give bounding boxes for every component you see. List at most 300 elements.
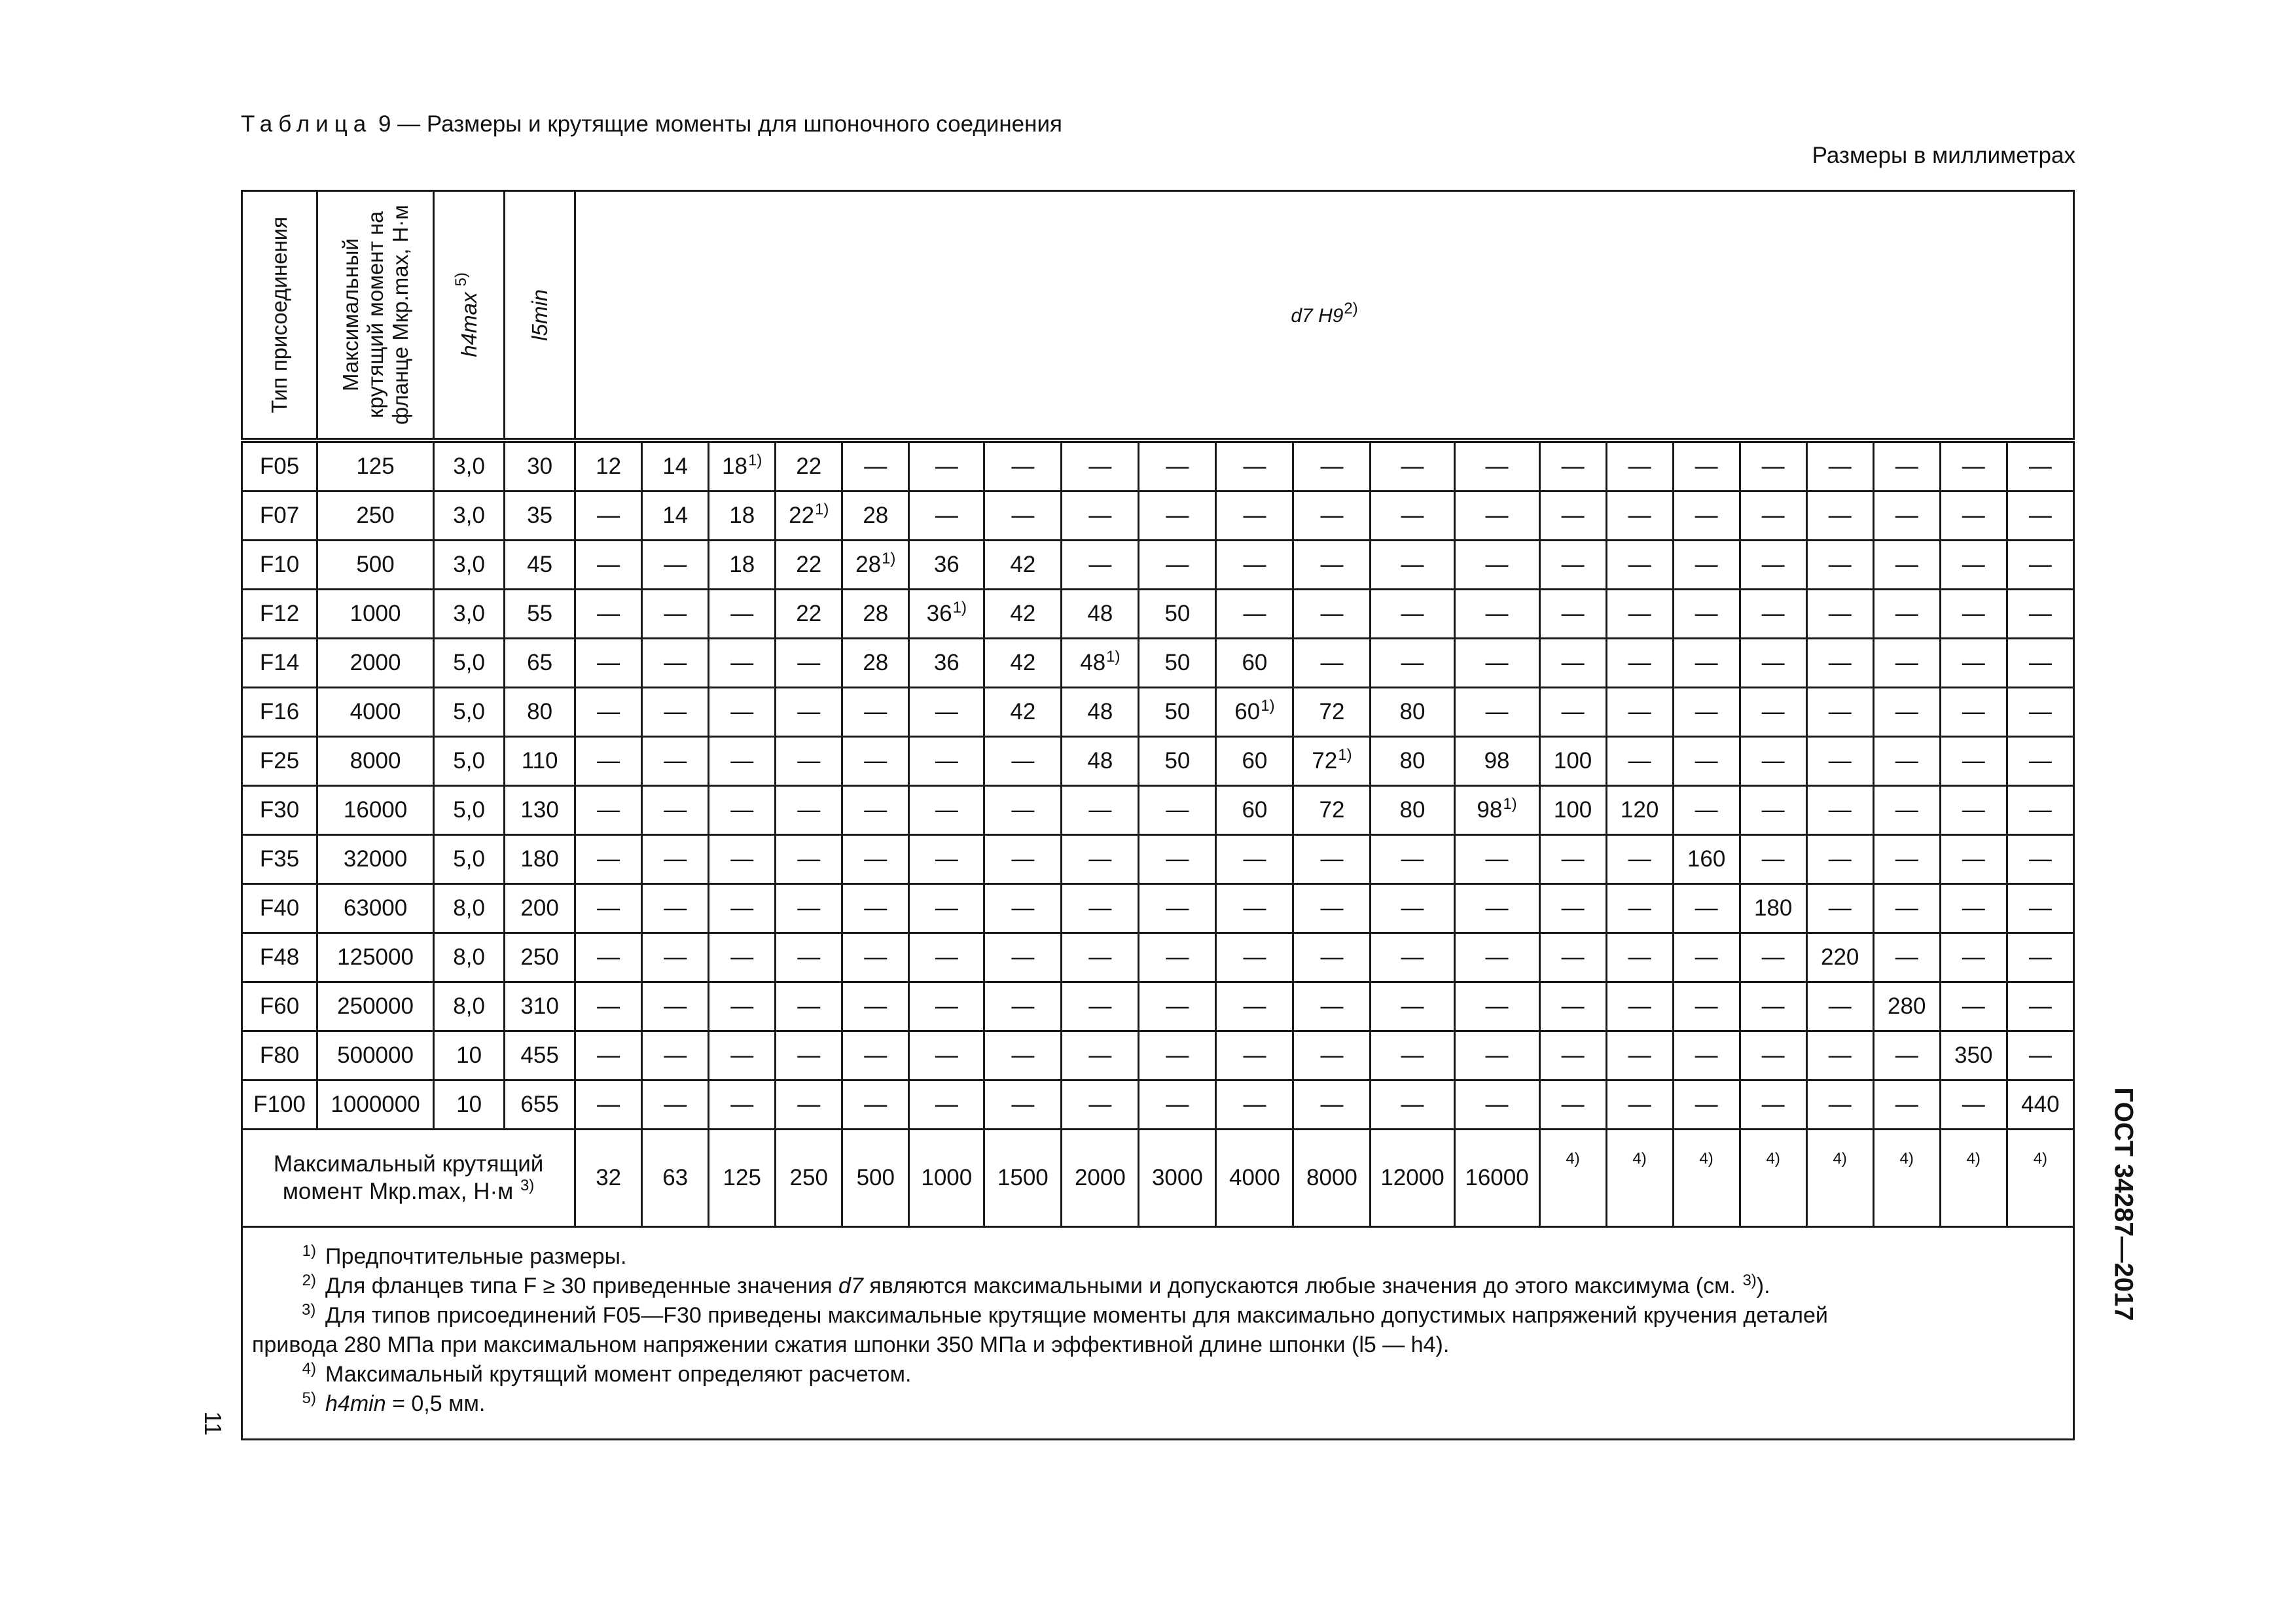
cell-d7-value: 42 bbox=[1010, 650, 1036, 675]
cell-d7-value: — bbox=[1695, 944, 1718, 970]
cell-d7-value: — bbox=[664, 993, 687, 1019]
cell-d7-value: — bbox=[864, 748, 888, 774]
cell-d7-value: — bbox=[1761, 552, 1785, 577]
cell-torque: 1000 bbox=[317, 590, 434, 639]
cell-d7 bbox=[642, 590, 709, 639]
cell-d7-value: — bbox=[597, 993, 620, 1019]
cell-d7-value: — bbox=[1243, 993, 1266, 1019]
cell-d7-value: 440 bbox=[2021, 1092, 2060, 1117]
cell-d7-value: — bbox=[1320, 944, 1344, 970]
cell-d7 bbox=[1216, 1080, 1293, 1130]
cell-d7 bbox=[1371, 590, 1454, 639]
cell-d7 bbox=[1293, 491, 1371, 541]
cell-d7-value: — bbox=[1695, 1092, 1718, 1117]
cell-d7 bbox=[575, 688, 642, 737]
table-row bbox=[242, 786, 2074, 835]
cell-d7 bbox=[1740, 884, 1806, 933]
cell-d7-value: — bbox=[1166, 552, 1189, 577]
cell-total-torque: 4) bbox=[2007, 1130, 2073, 1227]
cell-d7-value: — bbox=[1628, 944, 1651, 970]
cell-d7-value: 160 bbox=[1687, 846, 1726, 872]
cell-d7-value: — bbox=[1401, 1092, 1424, 1117]
cell-d7 bbox=[575, 982, 642, 1031]
cell-d7-value: 80 bbox=[1399, 699, 1426, 724]
cell-d7-value: — bbox=[1695, 650, 1718, 675]
cell-d7 bbox=[1673, 982, 1740, 1031]
cell-d7 bbox=[2007, 688, 2073, 737]
footnote-5: 5) h4min = 0,5 мм. bbox=[302, 1389, 486, 1416]
cell-d7-value: — bbox=[1088, 944, 1112, 970]
cell-d7 bbox=[909, 491, 984, 541]
cell-d7 bbox=[2007, 884, 2073, 933]
cell-d7 bbox=[1139, 737, 1216, 786]
cell-total-torque: 4) bbox=[1940, 1130, 2007, 1227]
cell-torque: 1000000 bbox=[317, 1080, 434, 1130]
cell-total-torque: 2000 bbox=[1062, 1130, 1139, 1227]
cell-d7 bbox=[1940, 491, 2007, 541]
cell-d7-value: — bbox=[1485, 1043, 1509, 1068]
cell-d7-value: — bbox=[1320, 895, 1344, 921]
cell-d7 bbox=[1606, 737, 1673, 786]
cell-d7 bbox=[1606, 884, 1673, 933]
cell-d7 bbox=[1740, 835, 1806, 884]
cell-d7 bbox=[575, 884, 642, 933]
cell-d7-value: 180 bbox=[1753, 895, 1793, 921]
cell-d7-value: — bbox=[864, 1043, 888, 1068]
cell-type: F07 bbox=[242, 491, 317, 541]
cell-d7-value: — bbox=[1320, 1043, 1344, 1068]
table-row bbox=[242, 590, 2074, 639]
cell-h4: 3,0 bbox=[434, 590, 505, 639]
table-row bbox=[242, 982, 2074, 1031]
cell-d7 bbox=[1673, 491, 1740, 541]
cell-total-torque: 4) bbox=[1606, 1130, 1673, 1227]
cell-d7 bbox=[842, 786, 909, 835]
cell-d7-value: — bbox=[1628, 699, 1651, 724]
cell-d7-value: — bbox=[1485, 650, 1509, 675]
cell-d7 bbox=[575, 1031, 642, 1080]
cell-d7-value: — bbox=[2028, 944, 2052, 970]
cell-d7 bbox=[984, 688, 1062, 737]
cell-d7-value: — bbox=[730, 748, 754, 774]
table-row bbox=[242, 737, 2074, 786]
cell-d7-value: — bbox=[1962, 944, 1985, 970]
cell-d7 bbox=[1216, 786, 1293, 835]
cell-d7 bbox=[1539, 786, 1606, 835]
cell-d7 bbox=[1454, 590, 1539, 639]
cell-d7 bbox=[1216, 982, 1293, 1031]
cell-d7 bbox=[1062, 491, 1139, 541]
header-l5 bbox=[505, 191, 575, 441]
cell-h4: 3,0 bbox=[434, 541, 505, 590]
cell-d7 bbox=[1873, 786, 1940, 835]
footnote-2: 2) Для фланцев типа F ≥ 30 приведенные значения d7 являются максимальными и допускаются любые значения до этого максимума (см. $^{3)}$). bbox=[302, 1271, 1770, 1298]
cell-d7 bbox=[1673, 933, 1740, 982]
cell-d7-value: 36 bbox=[933, 552, 960, 577]
preferred-size-mark: 1) bbox=[1261, 697, 1275, 715]
cell-d7 bbox=[1539, 933, 1606, 982]
cell-d7-value: — bbox=[2028, 895, 2052, 921]
cell-type: F14 bbox=[242, 639, 317, 688]
cell-d7 bbox=[1673, 639, 1740, 688]
cell-d7 bbox=[1454, 835, 1539, 884]
cell-d7-value: — bbox=[597, 944, 620, 970]
cell-total-torque: 8000 bbox=[1293, 1130, 1371, 1227]
cell-d7-value: — bbox=[1401, 993, 1424, 1019]
cell-d7-value: 98 bbox=[1484, 748, 1510, 774]
cell-d7-value: — bbox=[730, 1043, 754, 1068]
cell-l5: 65 bbox=[505, 639, 575, 688]
cell-type: F60 bbox=[242, 982, 317, 1031]
cell-d7 bbox=[1873, 440, 1940, 491]
cell-d7 bbox=[1740, 786, 1806, 835]
cell-d7-value: — bbox=[597, 503, 620, 528]
cell-d7 bbox=[1539, 440, 1606, 491]
cell-l5: 310 bbox=[505, 982, 575, 1031]
cell-d7-value: 28 bbox=[855, 552, 882, 577]
cell-d7-value: — bbox=[2028, 797, 2052, 823]
cell-d7 bbox=[709, 639, 776, 688]
cell-d7 bbox=[1293, 884, 1371, 933]
cell-d7-value: — bbox=[1320, 650, 1344, 675]
cell-d7 bbox=[1539, 884, 1606, 933]
cell-d7-value: — bbox=[1485, 503, 1509, 528]
cell-d7 bbox=[984, 1031, 1062, 1080]
cell-d7-value: — bbox=[2028, 454, 2052, 479]
cell-d7-value: — bbox=[1628, 748, 1651, 774]
cell-d7 bbox=[709, 737, 776, 786]
cell-d7 bbox=[984, 1080, 1062, 1130]
cell-type: F100 bbox=[242, 1080, 317, 1130]
cell-d7-value: — bbox=[1895, 748, 1918, 774]
cell-d7 bbox=[1539, 541, 1606, 590]
cell-d7 bbox=[2007, 933, 2073, 982]
cell-d7 bbox=[1806, 884, 1873, 933]
cell-d7-value: 14 bbox=[662, 503, 689, 528]
cell-torque: 32000 bbox=[317, 835, 434, 884]
cell-d7-value: — bbox=[1243, 552, 1266, 577]
cell-d7 bbox=[909, 835, 984, 884]
cell-d7 bbox=[575, 1080, 642, 1130]
cell-d7-value: — bbox=[797, 650, 821, 675]
cell-total-torque: 4) bbox=[1740, 1130, 1806, 1227]
cell-d7-value: — bbox=[730, 944, 754, 970]
total-row bbox=[242, 1130, 2074, 1227]
cell-d7-value: — bbox=[935, 503, 958, 528]
cell-d7 bbox=[1806, 541, 1873, 590]
cell-d7 bbox=[1062, 982, 1139, 1031]
cell-d7 bbox=[1606, 786, 1673, 835]
cell-l5: 35 bbox=[505, 491, 575, 541]
cell-d7 bbox=[709, 541, 776, 590]
cell-d7-value: 50 bbox=[1164, 650, 1191, 675]
cell-d7 bbox=[1673, 737, 1740, 786]
preferred-size-mark: 1) bbox=[748, 452, 762, 470]
cell-d7 bbox=[1940, 1031, 2007, 1080]
cell-d7 bbox=[909, 590, 984, 639]
cell-h4: 5,0 bbox=[434, 737, 505, 786]
cell-d7 bbox=[984, 491, 1062, 541]
cell-type: F80 bbox=[242, 1031, 317, 1080]
cell-d7-value: — bbox=[1166, 846, 1189, 872]
cell-d7 bbox=[1539, 1080, 1606, 1130]
cell-d7-value: 48 bbox=[1087, 748, 1113, 774]
cell-d7-value: — bbox=[1401, 503, 1424, 528]
cell-d7 bbox=[1454, 491, 1539, 541]
cell-d7 bbox=[1873, 884, 1940, 933]
cell-d7 bbox=[1139, 639, 1216, 688]
cell-d7-value: — bbox=[1628, 846, 1651, 872]
cell-d7-value: — bbox=[730, 1092, 754, 1117]
cell-d7-value: — bbox=[1828, 895, 1852, 921]
cell-torque: 125000 bbox=[317, 933, 434, 982]
cell-d7-value: — bbox=[2028, 748, 2052, 774]
cell-d7-value: — bbox=[1088, 1092, 1112, 1117]
cell-d7 bbox=[1740, 1080, 1806, 1130]
cell-d7 bbox=[1371, 491, 1454, 541]
cell-d7 bbox=[1806, 933, 1873, 982]
cell-d7-value: — bbox=[2028, 650, 2052, 675]
cell-d7-value: — bbox=[864, 895, 888, 921]
cell-d7 bbox=[1873, 639, 1940, 688]
cell-d7-value: — bbox=[1243, 1092, 1266, 1117]
cell-d7-value: 72 bbox=[1312, 748, 1338, 774]
cell-d7 bbox=[1673, 541, 1740, 590]
cell-d7 bbox=[1940, 982, 2007, 1031]
cell-d7-value: — bbox=[1761, 797, 1785, 823]
cell-d7-value: — bbox=[1088, 895, 1112, 921]
table-row bbox=[242, 491, 2074, 541]
cell-d7-value: — bbox=[1166, 1043, 1189, 1068]
cell-d7-value: 80 bbox=[1399, 748, 1426, 774]
cell-torque: 4000 bbox=[317, 688, 434, 737]
cell-total-torque: 4) bbox=[1873, 1130, 1940, 1227]
cell-h4: 8,0 bbox=[434, 884, 505, 933]
cell-d7-value: 98 bbox=[1477, 797, 1503, 823]
cell-d7-value: — bbox=[2028, 552, 2052, 577]
cell-d7-value: 36 bbox=[926, 601, 952, 626]
cell-d7-value: — bbox=[1561, 650, 1585, 675]
cell-d7-value: 50 bbox=[1164, 699, 1191, 724]
cell-d7-value: — bbox=[597, 1092, 620, 1117]
cell-d7-value: — bbox=[864, 993, 888, 1019]
cell-d7-value: — bbox=[1561, 1043, 1585, 1068]
cell-d7-value: — bbox=[730, 699, 754, 724]
cell-d7-value: — bbox=[797, 1043, 821, 1068]
cell-total-torque: 1500 bbox=[984, 1130, 1062, 1227]
cell-d7-value: — bbox=[1166, 895, 1189, 921]
cell-d7-value: — bbox=[730, 601, 754, 626]
cell-d7-value: — bbox=[1088, 797, 1112, 823]
cell-d7 bbox=[2007, 440, 2073, 491]
cell-d7-value: — bbox=[864, 944, 888, 970]
cell-d7-value: — bbox=[1561, 552, 1585, 577]
cell-d7 bbox=[1454, 1031, 1539, 1080]
header-torque bbox=[317, 191, 434, 441]
cell-d7 bbox=[984, 786, 1062, 835]
cell-d7-value: — bbox=[664, 601, 687, 626]
cell-d7 bbox=[984, 440, 1062, 491]
cell-d7-value: — bbox=[1401, 454, 1424, 479]
cell-d7 bbox=[1940, 590, 2007, 639]
cell-d7-value: — bbox=[1485, 699, 1509, 724]
cell-d7 bbox=[1873, 1031, 1940, 1080]
cell-d7 bbox=[642, 982, 709, 1031]
cell-d7-value: — bbox=[1761, 846, 1785, 872]
cell-d7-value: 22 bbox=[796, 454, 822, 479]
cell-d7-value: — bbox=[1828, 1043, 1852, 1068]
cell-d7-value: — bbox=[730, 650, 754, 675]
cell-d7 bbox=[709, 440, 776, 491]
cell-d7-value: 42 bbox=[1010, 601, 1036, 626]
cell-l5: 30 bbox=[505, 440, 575, 491]
cell-total-torque: 3000 bbox=[1139, 1130, 1216, 1227]
cell-d7 bbox=[1216, 639, 1293, 688]
cell-d7-value: — bbox=[1761, 748, 1785, 774]
cell-d7 bbox=[842, 590, 909, 639]
cell-d7 bbox=[1216, 884, 1293, 933]
cell-d7-value: 48 bbox=[1087, 601, 1113, 626]
cell-d7-value: — bbox=[1401, 552, 1424, 577]
cell-d7-value: — bbox=[1401, 650, 1424, 675]
caption-text: 9 — Размеры и крутящие моменты для шпоночного соединения bbox=[378, 111, 1062, 137]
cell-d7-value: — bbox=[1485, 944, 1509, 970]
table-row bbox=[242, 541, 2074, 590]
cell-d7-value: — bbox=[664, 748, 687, 774]
cell-d7-value: — bbox=[1320, 503, 1344, 528]
cell-d7-value: 48 bbox=[1080, 650, 1106, 675]
cell-h4: 3,0 bbox=[434, 491, 505, 541]
cell-d7 bbox=[1806, 786, 1873, 835]
cell-d7-value: — bbox=[1485, 552, 1509, 577]
cell-d7 bbox=[709, 786, 776, 835]
cell-d7-value: — bbox=[1243, 895, 1266, 921]
cell-d7-value: — bbox=[1895, 1043, 1918, 1068]
cell-d7 bbox=[1371, 933, 1454, 982]
cell-d7-value: — bbox=[797, 748, 821, 774]
cell-d7-value: — bbox=[1628, 1092, 1651, 1117]
cell-d7-value: 50 bbox=[1164, 748, 1191, 774]
cell-d7-value: — bbox=[1761, 1043, 1785, 1068]
cell-d7 bbox=[1139, 1031, 1216, 1080]
cell-d7 bbox=[1873, 982, 1940, 1031]
cell-d7 bbox=[842, 884, 909, 933]
cell-d7 bbox=[909, 1080, 984, 1130]
table-row bbox=[242, 688, 2074, 737]
cell-d7 bbox=[984, 835, 1062, 884]
cell-d7 bbox=[909, 884, 984, 933]
table-row bbox=[242, 884, 2074, 933]
footnote-3-cont: привода 280 МПа при максимальном напряжении сжатия шпонки 350 МПа и эффективной длине шпонки (l5 — h4). bbox=[252, 1332, 1450, 1357]
cell-d7-value: — bbox=[797, 895, 821, 921]
cell-d7 bbox=[776, 737, 842, 786]
cell-d7-value: — bbox=[1695, 503, 1718, 528]
cell-d7 bbox=[776, 688, 842, 737]
cell-d7 bbox=[1454, 933, 1539, 982]
cell-l5: 655 bbox=[505, 1080, 575, 1130]
cell-d7 bbox=[1606, 440, 1673, 491]
cell-d7 bbox=[1139, 590, 1216, 639]
cell-total-torque: 16000 bbox=[1454, 1130, 1539, 1227]
cell-d7-value: — bbox=[597, 552, 620, 577]
cell-torque: 2000 bbox=[317, 639, 434, 688]
cell-d7-value: — bbox=[1401, 895, 1424, 921]
cell-d7 bbox=[642, 786, 709, 835]
cell-d7-value: — bbox=[730, 993, 754, 1019]
cell-d7 bbox=[1940, 688, 2007, 737]
cell-d7 bbox=[1806, 982, 1873, 1031]
cell-d7 bbox=[1940, 737, 2007, 786]
cell-d7 bbox=[2007, 491, 2073, 541]
units-note: Размеры в миллиметрах bbox=[1812, 143, 2075, 168]
cell-d7-value: — bbox=[1628, 454, 1651, 479]
cell-d7-value: — bbox=[2028, 503, 2052, 528]
cell-d7-value: 28 bbox=[863, 503, 889, 528]
cell-d7 bbox=[575, 541, 642, 590]
cell-d7 bbox=[1293, 1080, 1371, 1130]
cell-d7-value: — bbox=[935, 454, 958, 479]
cell-d7 bbox=[1673, 786, 1740, 835]
cell-d7 bbox=[1371, 440, 1454, 491]
cell-d7 bbox=[1740, 541, 1806, 590]
cell-d7-value: — bbox=[1761, 1092, 1785, 1117]
cell-d7-value: — bbox=[1088, 993, 1112, 1019]
cell-d7-value: — bbox=[2028, 846, 2052, 872]
cell-d7 bbox=[1371, 1080, 1454, 1130]
cell-d7-value: — bbox=[1011, 993, 1035, 1019]
table-row bbox=[242, 835, 2074, 884]
cell-d7 bbox=[1740, 982, 1806, 1031]
cell-d7 bbox=[1740, 933, 1806, 982]
cell-d7 bbox=[1139, 1080, 1216, 1130]
cell-d7-value: — bbox=[1166, 993, 1189, 1019]
cell-d7 bbox=[1293, 1031, 1371, 1080]
cell-d7-value: 80 bbox=[1399, 797, 1426, 823]
footnote-3: 3) Для типов присоединений F05—F30 приведены максимальные крутящие моменты для максимально допустимых напряжений кручения деталей bbox=[302, 1300, 1828, 1328]
table-body bbox=[242, 440, 2074, 1130]
cell-d7-value: 100 bbox=[1553, 748, 1592, 774]
cell-d7 bbox=[642, 541, 709, 590]
cell-d7 bbox=[776, 639, 842, 688]
cell-d7 bbox=[1673, 835, 1740, 884]
cell-d7-value: 48 bbox=[1087, 699, 1113, 724]
cell-d7 bbox=[1873, 541, 1940, 590]
cell-d7-value: — bbox=[1485, 601, 1509, 626]
cell-d7 bbox=[909, 933, 984, 982]
cell-d7 bbox=[709, 835, 776, 884]
cell-d7 bbox=[1216, 541, 1293, 590]
cell-d7 bbox=[1606, 491, 1673, 541]
cell-d7-value: — bbox=[864, 699, 888, 724]
cell-h4: 5,0 bbox=[434, 688, 505, 737]
cell-h4: 8,0 bbox=[434, 933, 505, 982]
cell-d7-value: — bbox=[1561, 454, 1585, 479]
cell-d7 bbox=[1673, 884, 1740, 933]
cell-d7-value: — bbox=[1695, 1043, 1718, 1068]
cell-d7 bbox=[1539, 737, 1606, 786]
cell-d7-value: — bbox=[1243, 944, 1266, 970]
cell-d7 bbox=[709, 884, 776, 933]
cell-d7 bbox=[1062, 786, 1139, 835]
cell-d7 bbox=[1062, 884, 1139, 933]
cell-d7 bbox=[2007, 639, 2073, 688]
cell-d7-value: — bbox=[2028, 601, 2052, 626]
cell-d7-value: — bbox=[1828, 601, 1852, 626]
cell-d7 bbox=[642, 1080, 709, 1130]
cell-d7-value: — bbox=[1695, 552, 1718, 577]
cell-type: F10 bbox=[242, 541, 317, 590]
cell-total-torque: 125 bbox=[709, 1130, 776, 1227]
